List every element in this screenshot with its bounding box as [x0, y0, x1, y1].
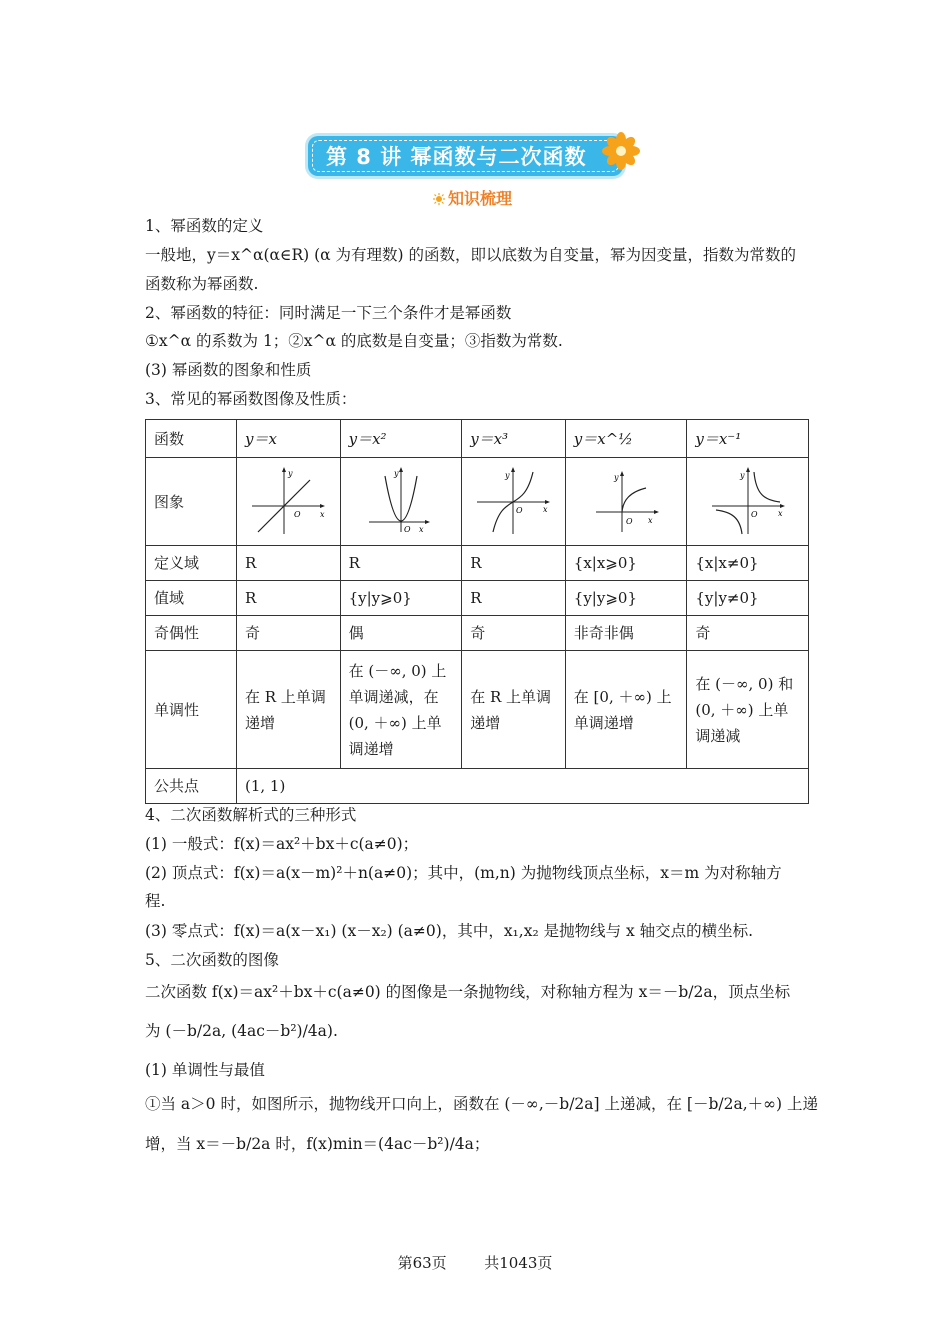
table-cell: (1, 1) [237, 769, 809, 804]
cell-line: 单调递减，在 [348, 687, 439, 706]
axis-y-label: y [614, 472, 619, 482]
cell-line: 在 (－∞, 0) 和 [695, 674, 794, 693]
power-function-table [145, 419, 809, 804]
graph-reciprocal [708, 466, 788, 538]
section-5-title: 5、二次函数的图像 [145, 951, 279, 969]
cell-line: 递增 [245, 713, 276, 732]
graph-cell [462, 458, 566, 546]
table-cell [462, 651, 566, 769]
table-cell [237, 651, 341, 769]
table-cell: 奇 [237, 616, 341, 651]
section-2-body: ①x^α 的系数为 1；②x^α 的底数是自变量；③指数为常数. [145, 332, 563, 350]
origin-label: O [403, 524, 411, 534]
table-cell [340, 651, 462, 769]
table-cell: 非奇非偶 [565, 616, 687, 651]
table-cell: R [340, 546, 462, 581]
cell-line: 调递减 [695, 726, 741, 745]
section-4-line-3: (3) 零点式：f(x)＝a(x－x₁) (x－x₂) (a≠0)，其中，x₁,x₂ 是抛物线与 x 轴交点的横坐标. [145, 922, 754, 940]
graph-cell [565, 458, 687, 546]
table-row-label: 奇偶性 [146, 616, 237, 651]
origin-label: O [294, 509, 301, 519]
section-1-body-1: 一般地，y＝x^α(α∈R) (α 为有理数) 的函数，即以底数为自变量，幂为因变量，指数为常数的 [145, 246, 797, 264]
flower-icon [596, 130, 646, 174]
section-5-line-2: 为 (－b/2a, (4ac－b²)/4a). [145, 1022, 338, 1040]
table-row [146, 651, 809, 769]
section-subhead [433, 186, 512, 209]
table-row [146, 769, 809, 804]
table-cell: R [237, 581, 341, 616]
table-header-cell: 函数 [146, 420, 237, 458]
page-number: 第63页 [397, 1254, 447, 1272]
sun-icon [433, 193, 445, 205]
section-1-body-2: 函数称为幂函数. [145, 275, 259, 293]
axis-y-label: y [393, 468, 399, 478]
cell-line: 调递增 [348, 739, 394, 758]
table-row [146, 616, 809, 651]
table-row [146, 546, 809, 581]
axis-x-label: x [648, 515, 653, 525]
table-cell: {y|y⩾0} [340, 581, 462, 616]
table-cell: R [462, 546, 566, 581]
subhead-text: 知识梳理 [448, 189, 513, 208]
section-1-title: 1、幂函数的定义 [145, 217, 264, 235]
table-row [146, 581, 809, 616]
section-4-line-2b: 程. [145, 892, 166, 910]
table-row-label: 图象 [146, 458, 237, 546]
graph-cell [687, 458, 809, 546]
table-row-label: 公共点 [146, 769, 237, 804]
table-row-label: 定义域 [146, 546, 237, 581]
table-header-cell: y＝x [237, 420, 341, 458]
table-header-cell: y＝x² [340, 420, 462, 458]
graph-sqrt [586, 466, 666, 538]
cell-line: 在 R 上单调 [245, 687, 326, 706]
axis-x-label: x [543, 504, 548, 514]
section-4-line-1: (1) 一般式：f(x)＝ax²＋bx＋c(a≠0)； [145, 835, 419, 853]
origin-label: O [750, 509, 758, 519]
origin-label: O [626, 516, 633, 526]
cell-line: 在 (－∞, 0) 上 [348, 661, 447, 680]
page-total: 共1043页 [484, 1254, 553, 1272]
table-header-cell: y＝x³ [462, 420, 566, 458]
axis-x-label: x [418, 524, 424, 534]
table-row [146, 420, 809, 458]
title-banner [308, 136, 623, 176]
table-cell: {x|x≠0} [687, 546, 809, 581]
table-row-label: 单调性 [146, 651, 237, 769]
axis-y-label: y [288, 468, 293, 478]
cell-line: (0, ＋∞) 上单 [695, 700, 789, 719]
graph-cell [340, 458, 462, 546]
cell-line: 单调递增 [573, 713, 634, 732]
section-5-line-3: ①当 a＞0 时，如图所示，抛物线开口向上，函数在 (－∞,－b/2a] 上递减，在 [－b/2a,＋∞) 上递 [145, 1095, 819, 1113]
cell-line: 在 [0, ＋∞) 上 [573, 687, 672, 706]
section-4-line-2: (2) 顶点式：f(x)＝a(x－m)²＋n(a≠0)；其中，(m,n) 为抛物线顶点坐标，x＝m 为对称轴方 [145, 864, 782, 882]
table-cell [687, 651, 809, 769]
section-5-line-1: 二次函数 f(x)＝ax²＋bx＋c(a≠0) 的图像是一条抛物线，对称轴方程为 x＝－b/2a，顶点坐标 [145, 983, 791, 1001]
table-header-cell: y＝x^½ [565, 420, 687, 458]
section-4-title: 4、二次函数解析式的三种形式 [145, 806, 357, 824]
origin-label: O [516, 505, 524, 515]
table-cell [565, 651, 687, 769]
table-cell: 奇 [462, 616, 566, 651]
table-cell: R [462, 581, 566, 616]
table-cell: {y|y≠0} [687, 581, 809, 616]
graph-square [361, 466, 441, 538]
table-cell: 奇 [687, 616, 809, 651]
table-header-cell: y＝x⁻¹ [687, 420, 809, 458]
table-cell: {x|x⩾0} [565, 546, 687, 581]
cell-line: 在 R 上单调 [470, 687, 552, 706]
section-5-sub: (1) 单调性与最值 [145, 1061, 265, 1079]
axis-x-label: x [320, 509, 325, 519]
cell-line: (0, ＋∞) 上单 [348, 713, 442, 732]
section-2-sub: (3) 幂函数的图象和性质 [145, 361, 312, 379]
section-2-title: 2、幂函数的特征：同时满足一下三个条件才是幂函数 [145, 304, 512, 322]
section-3-title: 3、常见的幂函数图像及性质： [145, 390, 357, 408]
axis-y-label: y [739, 470, 745, 480]
section-5-line-4: 增，当 x＝－b/2a 时，f(x)min＝(4ac－b²)/4a； [145, 1135, 490, 1153]
table-cell: R [237, 546, 341, 581]
cell-line: 递增 [470, 713, 501, 732]
graph-cube [473, 466, 553, 538]
axis-y-label: y [505, 470, 511, 480]
axis-x-label: x [777, 508, 783, 518]
graph-cell [237, 458, 341, 546]
graph-linear [248, 466, 328, 538]
lecture-title: 第 8 讲 幂函数与二次函数 [326, 145, 587, 169]
table-cell: 偶 [340, 616, 462, 651]
table-cell: {y|y⩾0} [565, 581, 687, 616]
page-footer [0, 1252, 950, 1273]
table-row-label: 值域 [146, 581, 237, 616]
table-row [146, 458, 809, 546]
